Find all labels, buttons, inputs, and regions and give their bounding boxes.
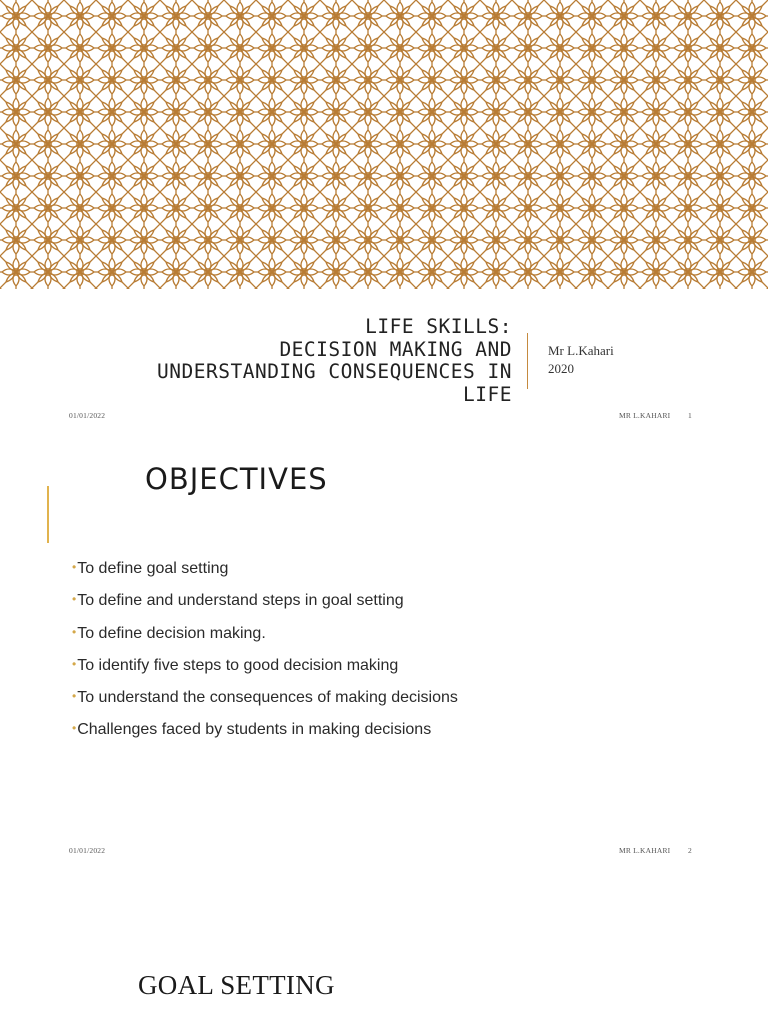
vertical-divider	[527, 333, 528, 389]
bullet-icon: •	[72, 560, 77, 574]
title-line: LIFE SKILLS:	[365, 315, 512, 338]
title-slide	[0, 0, 768, 430]
page-number: 2	[688, 846, 692, 855]
footer-author: MR L.KAHARI	[619, 411, 671, 420]
list-item: •To define decision making.	[72, 624, 266, 642]
slide-subtitle	[548, 342, 614, 378]
list-item: •To identify five steps to good decision making	[72, 656, 399, 674]
footer-date: 01/01/2022	[69, 846, 106, 855]
footer-author: MR L.KAHARI	[619, 846, 671, 855]
title-line: DECISION MAKING AND	[279, 337, 512, 361]
bullet-icon: •	[72, 656, 77, 671]
objectives-slide	[0, 430, 768, 862]
year: 2020	[548, 361, 574, 376]
bullet-icon: •	[72, 624, 77, 639]
list-item: •To define and understand steps in goal setting	[72, 592, 404, 610]
slide-title	[42, 316, 512, 406]
bullet-icon: •	[72, 721, 77, 736]
bullet-icon: •	[72, 689, 77, 704]
accent-line	[47, 486, 49, 543]
footer-date: 01/01/2022	[69, 411, 106, 420]
list-item: •Challenges faced by students in making decisions	[72, 721, 432, 739]
goal-setting-slide	[0, 862, 768, 1024]
title-line: UNDERSTANDING CONSEQUENCES IN	[157, 360, 512, 383]
list-item: •To understand the consequences of making decisions	[72, 689, 458, 707]
title-line: LIFE	[463, 382, 512, 406]
bullet-icon: •	[72, 592, 77, 607]
slide-title: OBJECTIVES	[145, 462, 328, 496]
page-number: 1	[688, 411, 692, 420]
slide-title: GOAL SETTING	[138, 970, 335, 1000]
decorative-pattern-banner	[0, 0, 768, 289]
list-item: •To define goal setting	[72, 560, 229, 577]
objectives-list	[72, 552, 458, 746]
author-name: Mr L.Kahari	[548, 343, 614, 358]
